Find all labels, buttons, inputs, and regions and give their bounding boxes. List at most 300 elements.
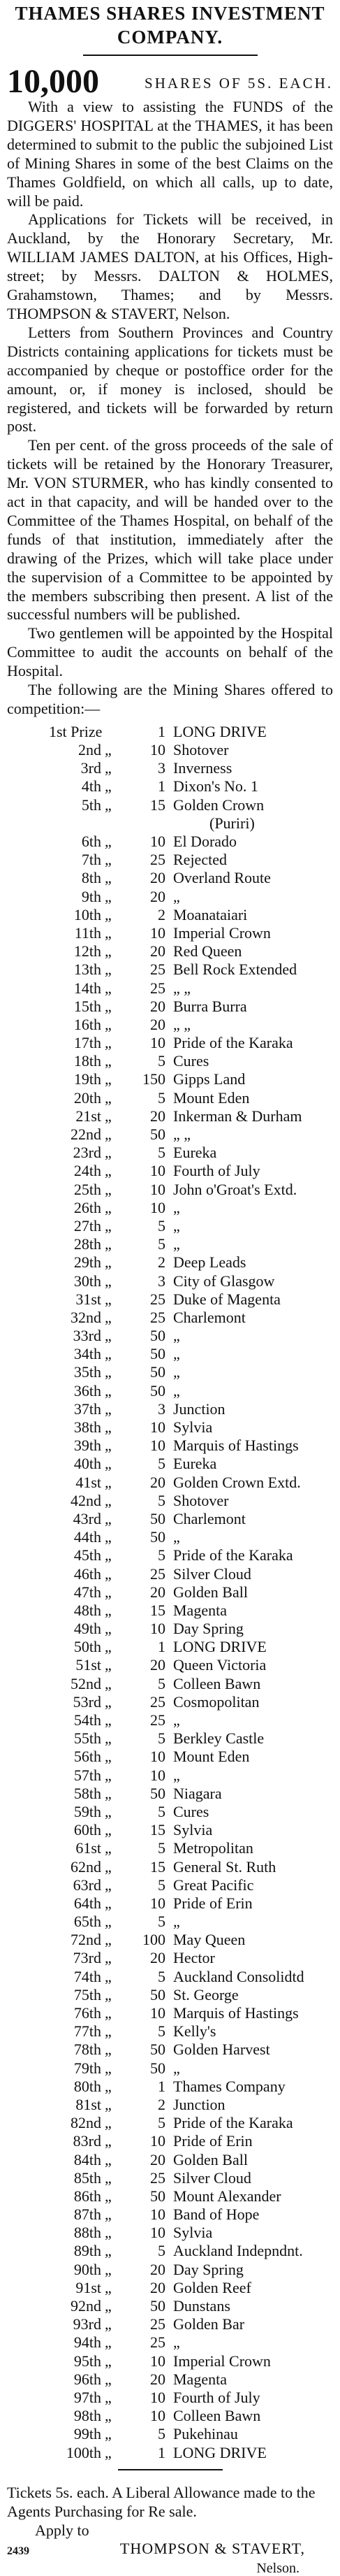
share-count: 20 (150, 1473, 165, 1491)
prize-row (0, 2151, 340, 2169)
mine-name: John o'Groat's Extd. (173, 1180, 297, 1198)
prize-row (0, 960, 340, 979)
share-count: 5 (158, 1967, 165, 1985)
prize-row (0, 1821, 340, 1839)
prize-place: 7th (81, 851, 101, 869)
mine-name: Day Spring (173, 2260, 244, 2278)
prize-place: 49th (73, 1620, 101, 1638)
prize-place: 86th (73, 2187, 101, 2205)
prize-row (0, 2370, 340, 2389)
prize-row (0, 1107, 340, 1125)
ditto-mark: „ (105, 1857, 112, 1876)
share-count: 5 (158, 1729, 165, 1748)
ditto-mark: „ (105, 1088, 112, 1107)
prize-row (0, 2096, 340, 2114)
prize-row (0, 1363, 340, 1381)
ditto-mark: „ (105, 2425, 112, 2443)
prize-place: 11th (74, 923, 101, 942)
prize-row (0, 1418, 340, 1437)
mine-name: Golden Ball (173, 1583, 248, 1601)
prize-place: 54th (73, 1711, 101, 1729)
prize-place: 83rd (73, 2132, 101, 2150)
prize-place: 56th (73, 1748, 101, 1766)
mine-name: „ „ (173, 1015, 191, 1033)
mine-name: Pride of Erin (173, 2132, 253, 2150)
prize-place: 30th (73, 1272, 101, 1290)
share-count: 50 (150, 1125, 165, 1144)
prize-place: 85th (73, 2168, 101, 2187)
share-count: 10 (150, 1180, 165, 1198)
paragraph-audit: Two gentlemen will be appointed by the Hospital Committee to audit the accounts on behalf of the Hospital. (7, 624, 333, 680)
advertisement-page (0, 1, 340, 2576)
prize-place: 29th (73, 1253, 101, 1272)
prize-place: 35th (73, 1363, 101, 1381)
share-count: 10 (150, 1034, 165, 1052)
prize-place: 77th (73, 2022, 101, 2041)
prize-place: 58th (73, 1784, 101, 1802)
prize-row (0, 833, 340, 851)
mine-name: Great Pacific (173, 1876, 254, 1894)
mine-name: „ „ (173, 979, 191, 997)
prize-row (0, 851, 340, 869)
share-count: 20 (150, 1656, 165, 1674)
share-count: 5 (158, 2022, 165, 2041)
mine-name: Pride of the Karaka (173, 1034, 293, 1052)
prize-row (0, 1492, 340, 1510)
ditto-mark: „ (105, 2370, 112, 2388)
ditto-mark: „ (105, 1985, 112, 2003)
share-count: 25 (150, 1711, 165, 1729)
mine-name: El Dorado (173, 833, 237, 851)
ditto-mark: „ (105, 960, 112, 979)
ditto-mark: „ (105, 1491, 112, 1509)
mine-name: Pride of the Karaka (173, 2114, 293, 2132)
mine-name: Auckland Consolidtd (173, 1967, 304, 1985)
share-count: 50 (150, 1509, 165, 1527)
ditto-mark: „ (105, 2150, 112, 2168)
prize-place: 52nd (71, 1674, 101, 1692)
ditto-mark: „ (105, 2260, 112, 2278)
prize-row (0, 1400, 340, 1418)
prize-row (0, 906, 340, 924)
share-count: 2 (158, 905, 165, 923)
ditto-mark: „ (105, 1198, 112, 1216)
ditto-mark: „ (105, 1839, 112, 1857)
share-count: 50 (150, 1784, 165, 1802)
ditto-mark: „ (105, 1162, 112, 1180)
ditto-mark: „ (105, 796, 112, 814)
share-count: 5 (158, 1913, 165, 1931)
prize-row (0, 2022, 340, 2041)
share-count: 2 (158, 2095, 165, 2113)
prize-place: 24th (73, 1162, 101, 1180)
prize-place: 46th (73, 1564, 101, 1583)
mine-name: Moanataiari (173, 905, 248, 923)
ditto-mark: „ (105, 1583, 112, 1601)
share-count: 5 (158, 1088, 165, 1107)
prize-place: 2nd (78, 741, 101, 759)
prize-place: 99th (73, 2425, 101, 2443)
ditto-mark: „ (105, 1455, 112, 1473)
prize-row (0, 1565, 340, 1583)
prize-row (0, 2187, 340, 2206)
share-count: 10 (150, 2004, 165, 2022)
ditto-mark: „ (105, 1381, 112, 1399)
prize-place: 72nd (71, 1931, 101, 1949)
prize-row (0, 2132, 340, 2150)
prize-row (0, 2352, 340, 2370)
share-count: 1 (158, 2443, 165, 2461)
mine-name: Golden Ball (173, 2150, 248, 2168)
prize-row (0, 814, 340, 833)
share-count: 100 (142, 1931, 165, 1949)
share-count: 50 (150, 1327, 165, 1345)
ditto-mark: „ (105, 777, 112, 796)
ditto-mark: „ (105, 1125, 112, 1144)
prize-row (0, 1620, 340, 1638)
prize-row (0, 1876, 340, 1894)
share-count: 5 (158, 1216, 165, 1235)
mine-name: Shotover (173, 741, 229, 759)
prize-row (0, 1656, 340, 1674)
mine-name: Burra Burra (173, 997, 247, 1015)
prize-row (0, 1675, 340, 1693)
ditto-mark: „ (105, 2388, 112, 2406)
share-count: 5 (158, 1802, 165, 1820)
ditto-mark: „ (105, 942, 112, 960)
mine-name: (Puriri) (209, 814, 255, 832)
prize-row (0, 1913, 340, 1931)
ditto-mark: „ (105, 741, 112, 759)
share-count: 2 (158, 1253, 165, 1272)
share-count: 3 (158, 1399, 165, 1418)
prize-place: 10th (73, 905, 101, 923)
prize-place: 48th (73, 1601, 101, 1619)
prize-row (0, 2114, 340, 2132)
prize-row (0, 1455, 340, 1473)
ditto-mark: „ (105, 1620, 112, 1638)
mine-name: Bell Rock Extended (173, 960, 297, 979)
prize-place: 37th (73, 1399, 101, 1418)
ditto-mark: „ (105, 2168, 112, 2187)
ditto-mark: „ (105, 1180, 112, 1198)
ditto-mark: „ (105, 979, 112, 997)
ditto-mark: „ (105, 905, 112, 923)
mine-name: „ (173, 1235, 180, 1253)
mine-name: „ (173, 1528, 180, 1546)
mine-name: „ (173, 2059, 180, 2077)
mine-name: Auckland Indepndnt. (173, 2242, 303, 2260)
prize-place: 13th (73, 960, 101, 979)
prize-row (0, 1638, 340, 1656)
prize-place: 19th (73, 1070, 101, 1088)
prize-row (0, 1089, 340, 1107)
share-count: 25 (150, 1308, 165, 1326)
prize-place: 12th (73, 942, 101, 960)
prize-place: 15th (73, 997, 101, 1015)
prize-row (0, 1181, 340, 1199)
mine-name: „ (173, 887, 180, 905)
prize-place: 22nd (71, 1125, 101, 1144)
ditto-mark: „ (105, 1272, 112, 1290)
mine-name: Inverness (173, 759, 232, 777)
prize-row (0, 1766, 340, 1785)
prize-place: 92nd (71, 2297, 101, 2315)
prize-row (0, 1528, 340, 1546)
mine-name: Silver Cloud (173, 2168, 251, 2187)
prize-row (0, 1785, 340, 1803)
mine-name: Magenta (173, 1601, 227, 1619)
mine-name: Mount Alexander (173, 2187, 281, 2205)
mine-name: Charlemont (173, 1308, 246, 1326)
prize-row (0, 2261, 340, 2279)
prize-place: 95th (73, 2352, 101, 2370)
prize-place: 75th (73, 1985, 101, 2003)
prize-row (0, 2078, 340, 2096)
prize-place: 64th (73, 1894, 101, 1912)
prize-row (0, 2041, 340, 2059)
ditto-mark: „ (105, 2114, 112, 2132)
ditto-mark: „ (105, 1638, 112, 1656)
share-count: 10 (150, 1894, 165, 1912)
share-count: 20 (150, 1015, 165, 1033)
mine-name: Silver Cloud (173, 1564, 251, 1583)
share-count: 3 (158, 1272, 165, 1290)
mine-name: Golden Reef (173, 2278, 251, 2296)
prize-row (0, 1729, 340, 1748)
ad-reference-number: 2439 (7, 2545, 29, 2557)
firm-name: THOMPSON & STAVERT, (119, 2539, 305, 2557)
prize-place: 98th (73, 2407, 101, 2425)
ditto-mark: „ (105, 2206, 112, 2224)
ditto-mark: „ (105, 1784, 112, 1802)
prize-row (0, 1290, 340, 1309)
prize-row (0, 2407, 340, 2425)
share-count: 15 (150, 1857, 165, 1876)
ditto-mark: „ (105, 997, 112, 1015)
mine-name: Marquis of Hastings (173, 1437, 299, 1455)
share-count: 10 (150, 2224, 165, 2242)
footer-rule (118, 2469, 223, 2470)
prize-place: 94th (73, 2333, 101, 2352)
prize-row (0, 1546, 340, 1564)
mine-name: LONG DRIVE (173, 2443, 267, 2461)
prize-place: 3rd (80, 759, 101, 777)
mine-name: Colleen Bawn (173, 1674, 261, 1692)
share-count: 5 (158, 2242, 165, 2260)
ditto-mark: „ (105, 1967, 112, 1985)
prize-place: 53rd (73, 1692, 101, 1711)
share-count: 5 (158, 2114, 165, 2132)
ditto-mark: „ (105, 1144, 112, 1162)
prize-place: 63rd (73, 1876, 101, 1894)
mine-name: Pukehinau (173, 2425, 238, 2443)
shares-count: 10,000 (7, 63, 99, 100)
share-count: 10 (150, 923, 165, 942)
mine-name: Thames Company (173, 2077, 286, 2095)
prize-row (0, 1052, 340, 1070)
ditto-mark: „ (105, 2224, 112, 2242)
share-count: 25 (150, 2333, 165, 2352)
ditto-mark: „ (105, 1107, 112, 1125)
prize-place: 41st (75, 1473, 101, 1491)
mine-name: General St. Ruth (173, 1857, 276, 1876)
share-count: 25 (150, 1564, 165, 1583)
share-count: 25 (150, 960, 165, 979)
ditto-mark: „ (105, 1913, 112, 1931)
mine-name: „ (173, 2333, 180, 2352)
prize-place: 59th (73, 1802, 101, 1820)
mine-name: Red Queen (173, 942, 242, 960)
ditto-mark: „ (105, 1876, 112, 1894)
share-count: 3 (158, 759, 165, 777)
ditto-mark: „ (105, 923, 112, 942)
mine-name: LONG DRIVE (173, 722, 267, 740)
mine-name: Band of Hope (173, 2206, 260, 2224)
prize-list (0, 723, 340, 2462)
prize-row (0, 2315, 340, 2333)
mine-name: Sylvia (173, 1821, 213, 1839)
prize-row (0, 1199, 340, 1217)
mine-name: „ (173, 1198, 180, 1216)
prize-place: 9th (81, 887, 101, 905)
share-count: 5 (158, 1876, 165, 1894)
prize-place: 34th (73, 1345, 101, 1363)
share-count: 10 (150, 741, 165, 759)
share-count: 25 (150, 2168, 165, 2187)
share-count: 1 (158, 777, 165, 796)
ditto-mark: „ (105, 2315, 112, 2333)
share-count: 10 (150, 2388, 165, 2406)
prize-place: 16th (73, 1015, 101, 1033)
prize-place: 40th (73, 1455, 101, 1473)
prize-row (0, 942, 340, 960)
mine-name: Pride of Erin (173, 1894, 253, 1912)
ditto-mark: „ (105, 1802, 112, 1820)
paragraph-applications: Applications for Tickets will be received, in Auckland, by the Honorary Secretary, Mr. WILLIAM JAMES DALTON, at his Offices, High-street; by Messrs. DALTON & HOLMES, Grahamstown, Thames; and by Messrs. THOMPSON & STAVERT, Nelson. (7, 210, 333, 322)
prize-place: 42nd (71, 1491, 101, 1509)
mine-name: Cures (173, 1052, 209, 1070)
prize-place: 96th (73, 2370, 101, 2388)
share-count: 25 (150, 1692, 165, 1711)
prize-place: 61st (75, 1839, 101, 1857)
prize-row (0, 1125, 340, 1144)
prize-row (0, 1803, 340, 1821)
mine-name: Pride of the Karaka (173, 1546, 293, 1564)
ditto-mark: „ (105, 2443, 112, 2461)
share-count: 10 (150, 1766, 165, 1784)
share-count: 5 (158, 1839, 165, 1857)
prize-row (0, 1748, 340, 1766)
prize-place: 36th (73, 1381, 101, 1399)
prize-place: 45th (73, 1546, 101, 1564)
prize-place: 14th (73, 979, 101, 997)
share-count: 50 (150, 1381, 165, 1399)
prize-row (0, 1253, 340, 1272)
prize-row (0, 2297, 340, 2315)
share-count: 10 (150, 1437, 165, 1455)
prize-place: 79th (73, 2059, 101, 2077)
prize-place: 76th (73, 2004, 101, 2022)
mine-name: Day Spring (173, 1620, 244, 1638)
share-count: 20 (150, 2278, 165, 2296)
firm-location: Nelson. (256, 2560, 300, 2576)
share-count: 5 (158, 1491, 165, 1509)
mine-name: Overland Route (173, 869, 271, 887)
prize-row (0, 1162, 340, 1180)
mine-name: Cosmopolitan (173, 1692, 260, 1711)
prize-place: 8th (81, 869, 101, 887)
prize-row (0, 1931, 340, 1949)
prize-place: 78th (73, 2041, 101, 2059)
mine-name: Queen Victoria (173, 1656, 267, 1674)
mine-name: Shotover (173, 1491, 229, 1509)
ditto-mark: „ (105, 1363, 112, 1381)
ditto-mark: „ (105, 2095, 112, 2113)
ditto-mark: „ (105, 1674, 112, 1692)
share-count: 10 (150, 1198, 165, 1216)
apply-to: Apply to (35, 2521, 89, 2539)
mine-name: „ (173, 1766, 180, 1784)
share-count: 1 (158, 722, 165, 740)
share-count: 50 (150, 2059, 165, 2077)
mine-name: Sylvia (173, 2224, 213, 2242)
prize-place: 20th (73, 1088, 101, 1107)
prize-row (0, 1345, 340, 1363)
share-count: 5 (158, 1144, 165, 1162)
ditto-mark: „ (105, 2352, 112, 2370)
ditto-mark: „ (105, 2278, 112, 2296)
ditto-mark: „ (105, 2059, 112, 2077)
prize-place: 28th (73, 1235, 101, 1253)
share-count: 10 (150, 1748, 165, 1766)
share-count: 5 (158, 1455, 165, 1473)
ditto-mark: „ (105, 1656, 112, 1674)
mine-name: „ „ (173, 1125, 191, 1144)
prize-place: 17th (73, 1034, 101, 1052)
mine-name: Metropolitan (173, 1839, 253, 1857)
ditto-mark: „ (105, 1034, 112, 1052)
prize-place: 6th (81, 833, 101, 851)
share-count: 1 (158, 1638, 165, 1656)
title-rule (83, 55, 258, 56)
paragraph-list-intro: The following are the Mining Shares offered to competition:— (7, 681, 333, 717)
mine-name: „ (173, 1711, 180, 1729)
shares-headline (0, 63, 340, 100)
prize-row (0, 2169, 340, 2187)
prize-place: 57th (73, 1766, 101, 1784)
ditto-mark: „ (105, 1748, 112, 1766)
share-count: 50 (150, 1345, 165, 1363)
mine-name: Deep Leads (173, 1253, 246, 1272)
prize-row (0, 741, 340, 759)
mine-name: Inkerman & Durham (173, 1107, 302, 1125)
prize-place: 31st (75, 1290, 101, 1308)
prize-row (0, 2059, 340, 2078)
ditto-mark: „ (105, 1070, 112, 1088)
mine-name: Dunstans (173, 2297, 230, 2315)
share-count: 25 (150, 2315, 165, 2333)
share-count: 15 (150, 1601, 165, 1619)
mine-name: Niagara (173, 1784, 222, 1802)
ditto-mark: „ (105, 2187, 112, 2205)
prize-place: 62nd (71, 1857, 101, 1876)
mine-name: Golden Crown Extd. (173, 1473, 301, 1491)
mine-name: Imperial Crown (173, 2352, 271, 2370)
ditto-mark: „ (105, 2297, 112, 2315)
ditto-mark: „ (105, 2022, 112, 2041)
mine-name: Sylvia (173, 1418, 213, 1437)
